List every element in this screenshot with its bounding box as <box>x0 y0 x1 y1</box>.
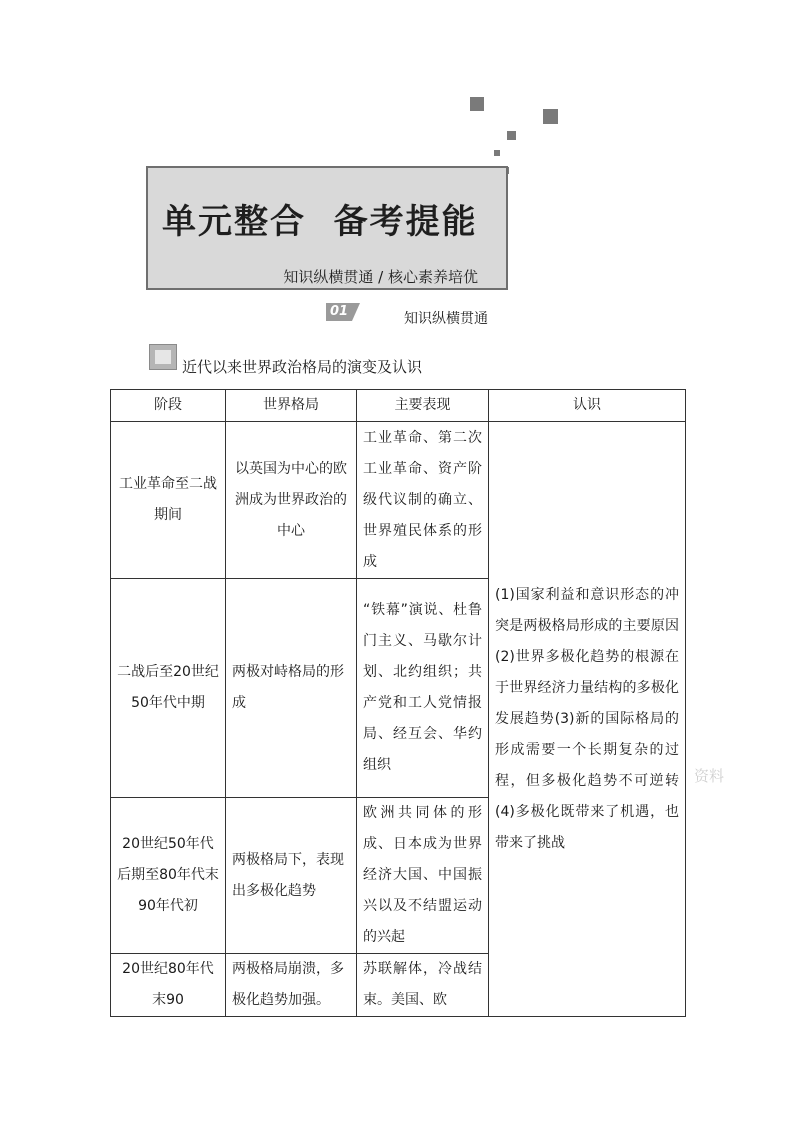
table-row <box>111 422 686 579</box>
unit-banner <box>146 166 508 290</box>
header-performance: 主要表现 <box>357 390 489 422</box>
section-title: 知识纵横贯通 <box>404 311 488 327</box>
pattern-cell: 两极格局崩溃，多极化趋势加强。 <box>226 954 357 1017</box>
stage-cell: 工业革命至二战期间 <box>111 422 226 579</box>
section-number: 01 <box>326 303 352 321</box>
header-pattern: 世界格局 <box>226 390 357 422</box>
watermark: 资料 <box>694 767 725 785</box>
recognition-cell: (1)国家利益和意识形态的冲突是两极格局形成的主要原因(2)世界多极化趋势的根源在于世界经济力量结构的多极化发展趋势(3)新的国际格局的形成需要一个长期复杂的过程，但多极化趋势不可逆转(4)多极化既带来了机遇，也带来了挑战 <box>489 422 686 1017</box>
table-header-row <box>111 390 686 422</box>
pattern-cell: 以英国为中心的欧洲成为世界政治的中心 <box>226 422 357 579</box>
performance-cell: 欧洲共同体的形成、日本成为世界经济大国、中国振兴以及不结盟运动的兴起 <box>357 798 489 954</box>
topic-icon <box>149 344 177 370</box>
decor-square <box>507 131 516 140</box>
topic-title: 近代以来世界政治格局的演变及认识 <box>182 358 423 376</box>
pattern-cell: 两极对峙格局的形成 <box>226 579 357 798</box>
decor-square <box>543 109 558 124</box>
stage-cell: 20世纪50年代后期至80年代末90年代初 <box>111 798 226 954</box>
performance-cell: 工业革命、第二次工业革命、资产阶级代议制的确立、世界殖民体系的形成 <box>357 422 489 579</box>
decor-square <box>470 97 484 111</box>
banner-title: 单元整合 备考提能 <box>162 202 478 242</box>
decor-square <box>494 150 500 156</box>
performance-cell: 苏联解体，冷战结束。美国、欧 <box>357 954 489 1017</box>
performance-cell: “铁幕”演说、杜鲁门主义、马歇尔计划、北约组织；共产党和工人党情报局、经互会、华约组织 <box>357 579 489 798</box>
stage-cell: 20世纪80年代末90 <box>111 954 226 1017</box>
banner-subtitle: 知识纵横贯通 / 核心素养培优 <box>283 268 478 286</box>
pattern-cell: 两极格局下，表现出多极化趋势 <box>226 798 357 954</box>
world-pattern-table <box>110 389 686 1017</box>
header-stage: 阶段 <box>111 390 226 422</box>
stage-cell: 二战后至20世纪50年代中期 <box>111 579 226 798</box>
header-recognition: 认识 <box>489 390 686 422</box>
